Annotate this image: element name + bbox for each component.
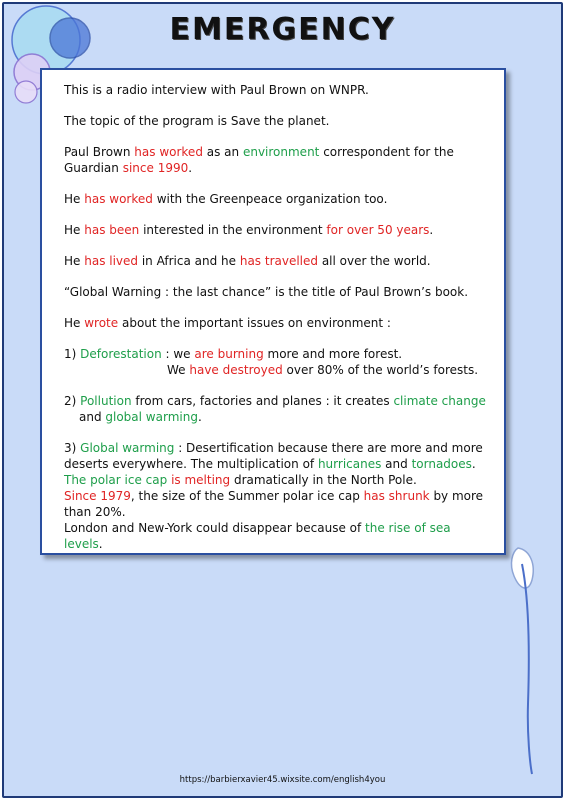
paragraph	[64, 346, 490, 378]
highlight-red: has worked	[134, 145, 203, 159]
paragraph	[64, 440, 490, 552]
paragraph-line	[64, 346, 490, 362]
highlight-red: have destroyed	[189, 363, 283, 377]
paragraph	[64, 222, 490, 238]
highlight-green: Deforestation	[80, 347, 162, 361]
highlight-green: Pollution	[80, 394, 132, 408]
text-run: , the size of the Summer polar ice cap	[130, 489, 364, 503]
text-run: “Global Warning : the last chance” is the title of Paul Brown’s book.	[64, 285, 469, 299]
text-run: He	[64, 223, 85, 237]
text-run: .	[471, 457, 476, 471]
text-run: .	[429, 223, 434, 237]
paragraph	[64, 315, 490, 331]
paragraph	[64, 253, 490, 269]
highlight-red: is melting	[171, 473, 231, 487]
highlight-red: has worked	[84, 192, 153, 206]
text-run: This is a radio interview with Paul Brown on WNPR.	[64, 83, 369, 97]
text-run: and	[79, 410, 106, 424]
paragraph-line	[64, 409, 490, 425]
paragraph	[64, 284, 490, 300]
text-run: : we	[161, 347, 195, 361]
paragraph	[64, 82, 490, 98]
paragraph-line	[64, 520, 490, 552]
text-run: He	[64, 316, 85, 330]
highlight-green: the rise of sea levels	[64, 521, 451, 551]
text-run: with the Greenpeace organization too.	[152, 192, 388, 206]
paragraph	[64, 393, 490, 425]
highlight-red: wrote	[84, 316, 119, 330]
text-run: Paul Brown	[64, 145, 135, 159]
paragraph-line	[64, 393, 490, 409]
text-run: interested in the environment	[139, 223, 327, 237]
highlight-red: has lived	[84, 254, 139, 268]
text-run: over 80% of the world’s forests.	[282, 363, 479, 377]
text-run: correspondent for the Guardian	[64, 145, 454, 175]
paragraph-line	[64, 362, 490, 378]
highlight-green: global warming	[105, 410, 198, 424]
text-run: : Desertification because there are more and more deserts everywhere. The multiplication of	[64, 441, 483, 471]
paragraph	[64, 113, 490, 129]
paragraph	[64, 144, 490, 176]
highlight-red: has travelled	[239, 254, 319, 268]
text-run: London and New-York could disappear because of	[64, 521, 366, 535]
highlight-red: has shrunk	[363, 489, 430, 503]
text-run: We	[167, 363, 190, 377]
paragraph-line	[64, 440, 490, 472]
text-run: more and more forest.	[263, 347, 403, 361]
text-run: .	[197, 410, 202, 424]
highlight-red: for over 50 years	[326, 223, 430, 237]
text-run: from cars, factories and planes : it creates	[131, 394, 394, 408]
text-run: He	[64, 254, 85, 268]
text-run: .	[188, 161, 193, 175]
page-frame	[2, 2, 563, 798]
text-run: He	[64, 192, 85, 206]
highlight-green: climate change	[393, 394, 486, 408]
highlight-red: are burning	[194, 347, 264, 361]
text-run: about the important issues on environment :	[118, 316, 391, 330]
text-run: 3)	[64, 441, 81, 455]
paragraph-line	[64, 472, 490, 488]
text-run: 1)	[64, 347, 81, 361]
paragraph	[64, 191, 490, 207]
paragraph-line	[64, 488, 490, 520]
highlight-green: hurricanes	[317, 457, 382, 471]
highlight-red: since 1990	[122, 161, 189, 175]
text-run: .	[98, 537, 103, 551]
text-run: all over the world.	[318, 254, 431, 268]
highlight-red: has been	[84, 223, 140, 237]
text-run: and	[381, 457, 412, 471]
text-run: in Africa and he	[138, 254, 240, 268]
text-run: as an	[202, 145, 243, 159]
highlight-red: Since 1979	[64, 489, 131, 503]
footer-url: https://barbierxavier45.wixsite.com/english4you	[179, 775, 386, 785]
interview-text-card	[40, 68, 506, 555]
highlight-green: tornadoes	[411, 457, 472, 471]
highlight-green: Global warming	[80, 441, 175, 455]
text-run: 2)	[64, 394, 81, 408]
page-title: EMERGENCY	[169, 12, 396, 47]
highlight-green: The polar ice cap	[64, 473, 168, 487]
text-run: The topic of the program is Save the planet.	[64, 114, 330, 128]
text-run: dramatically in the North Pole.	[230, 473, 417, 487]
text-run: by more than 20%.	[64, 489, 484, 519]
highlight-green: environment	[242, 145, 320, 159]
